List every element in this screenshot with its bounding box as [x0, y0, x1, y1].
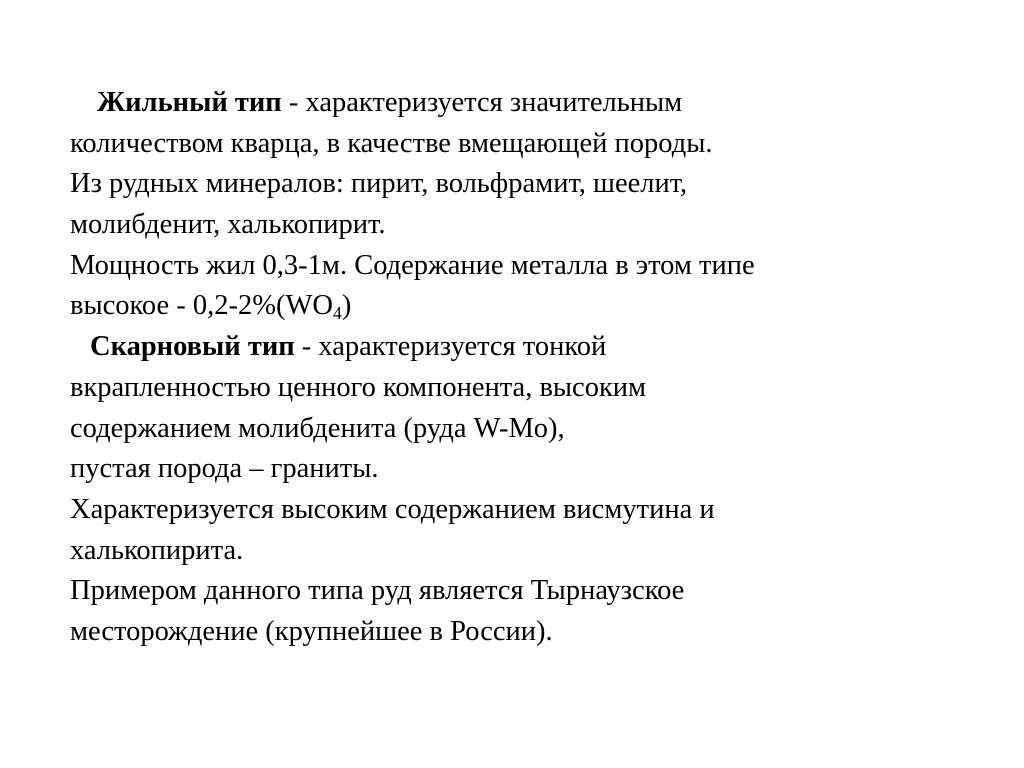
vein-grade-close: ): [341, 290, 352, 322]
vein-type-line-5: Мощность жил 0,3-1м. Содержание металла в этом типе: [70, 249, 755, 281]
wo4-subscript: 4: [332, 303, 342, 324]
skarn-type-line-4: пустая порода – граниты.: [70, 453, 379, 485]
skarn-type-line-6: халькопирита.: [70, 534, 244, 566]
vein-type-line-2: количеством кварца, в качестве вмещающей породы.: [70, 127, 713, 159]
skarn-type-term: Скарновый тип: [90, 331, 295, 363]
skarn-type-line-5: Характеризуется высоким содержанием висмутина и: [70, 493, 715, 525]
slide-body-text: [70, 83, 970, 653]
vein-type-line-6: [70, 286, 970, 327]
skarn-type-line-8: месторождение (крупнейшее в России).: [70, 615, 553, 647]
vein-type-line-4: молибденит, халькопирит.: [70, 209, 386, 241]
vein-type-term: Жильный тип: [97, 87, 282, 118]
skarn-type-line-3: содержанием молибденита (руда W-Mo),: [70, 412, 565, 444]
skarn-type-line-7: Примером данного типа руд является Тырнаузское: [70, 575, 685, 607]
vein-type-description: - характеризуется значительным: [281, 87, 683, 118]
vein-grade-text: высокое - 0,2-2%(WO: [70, 290, 333, 322]
vein-type-line-1: [70, 83, 970, 124]
vein-type-line-3: Из рудных минералов: пирит, вольфрамит, шеелит,: [70, 168, 688, 200]
skarn-type-description: - характеризуется тонкой: [294, 331, 607, 363]
skarn-type-line-1: [70, 327, 970, 368]
skarn-type-line-2: вкрапленностью ценного компонента, высоким: [70, 371, 647, 403]
